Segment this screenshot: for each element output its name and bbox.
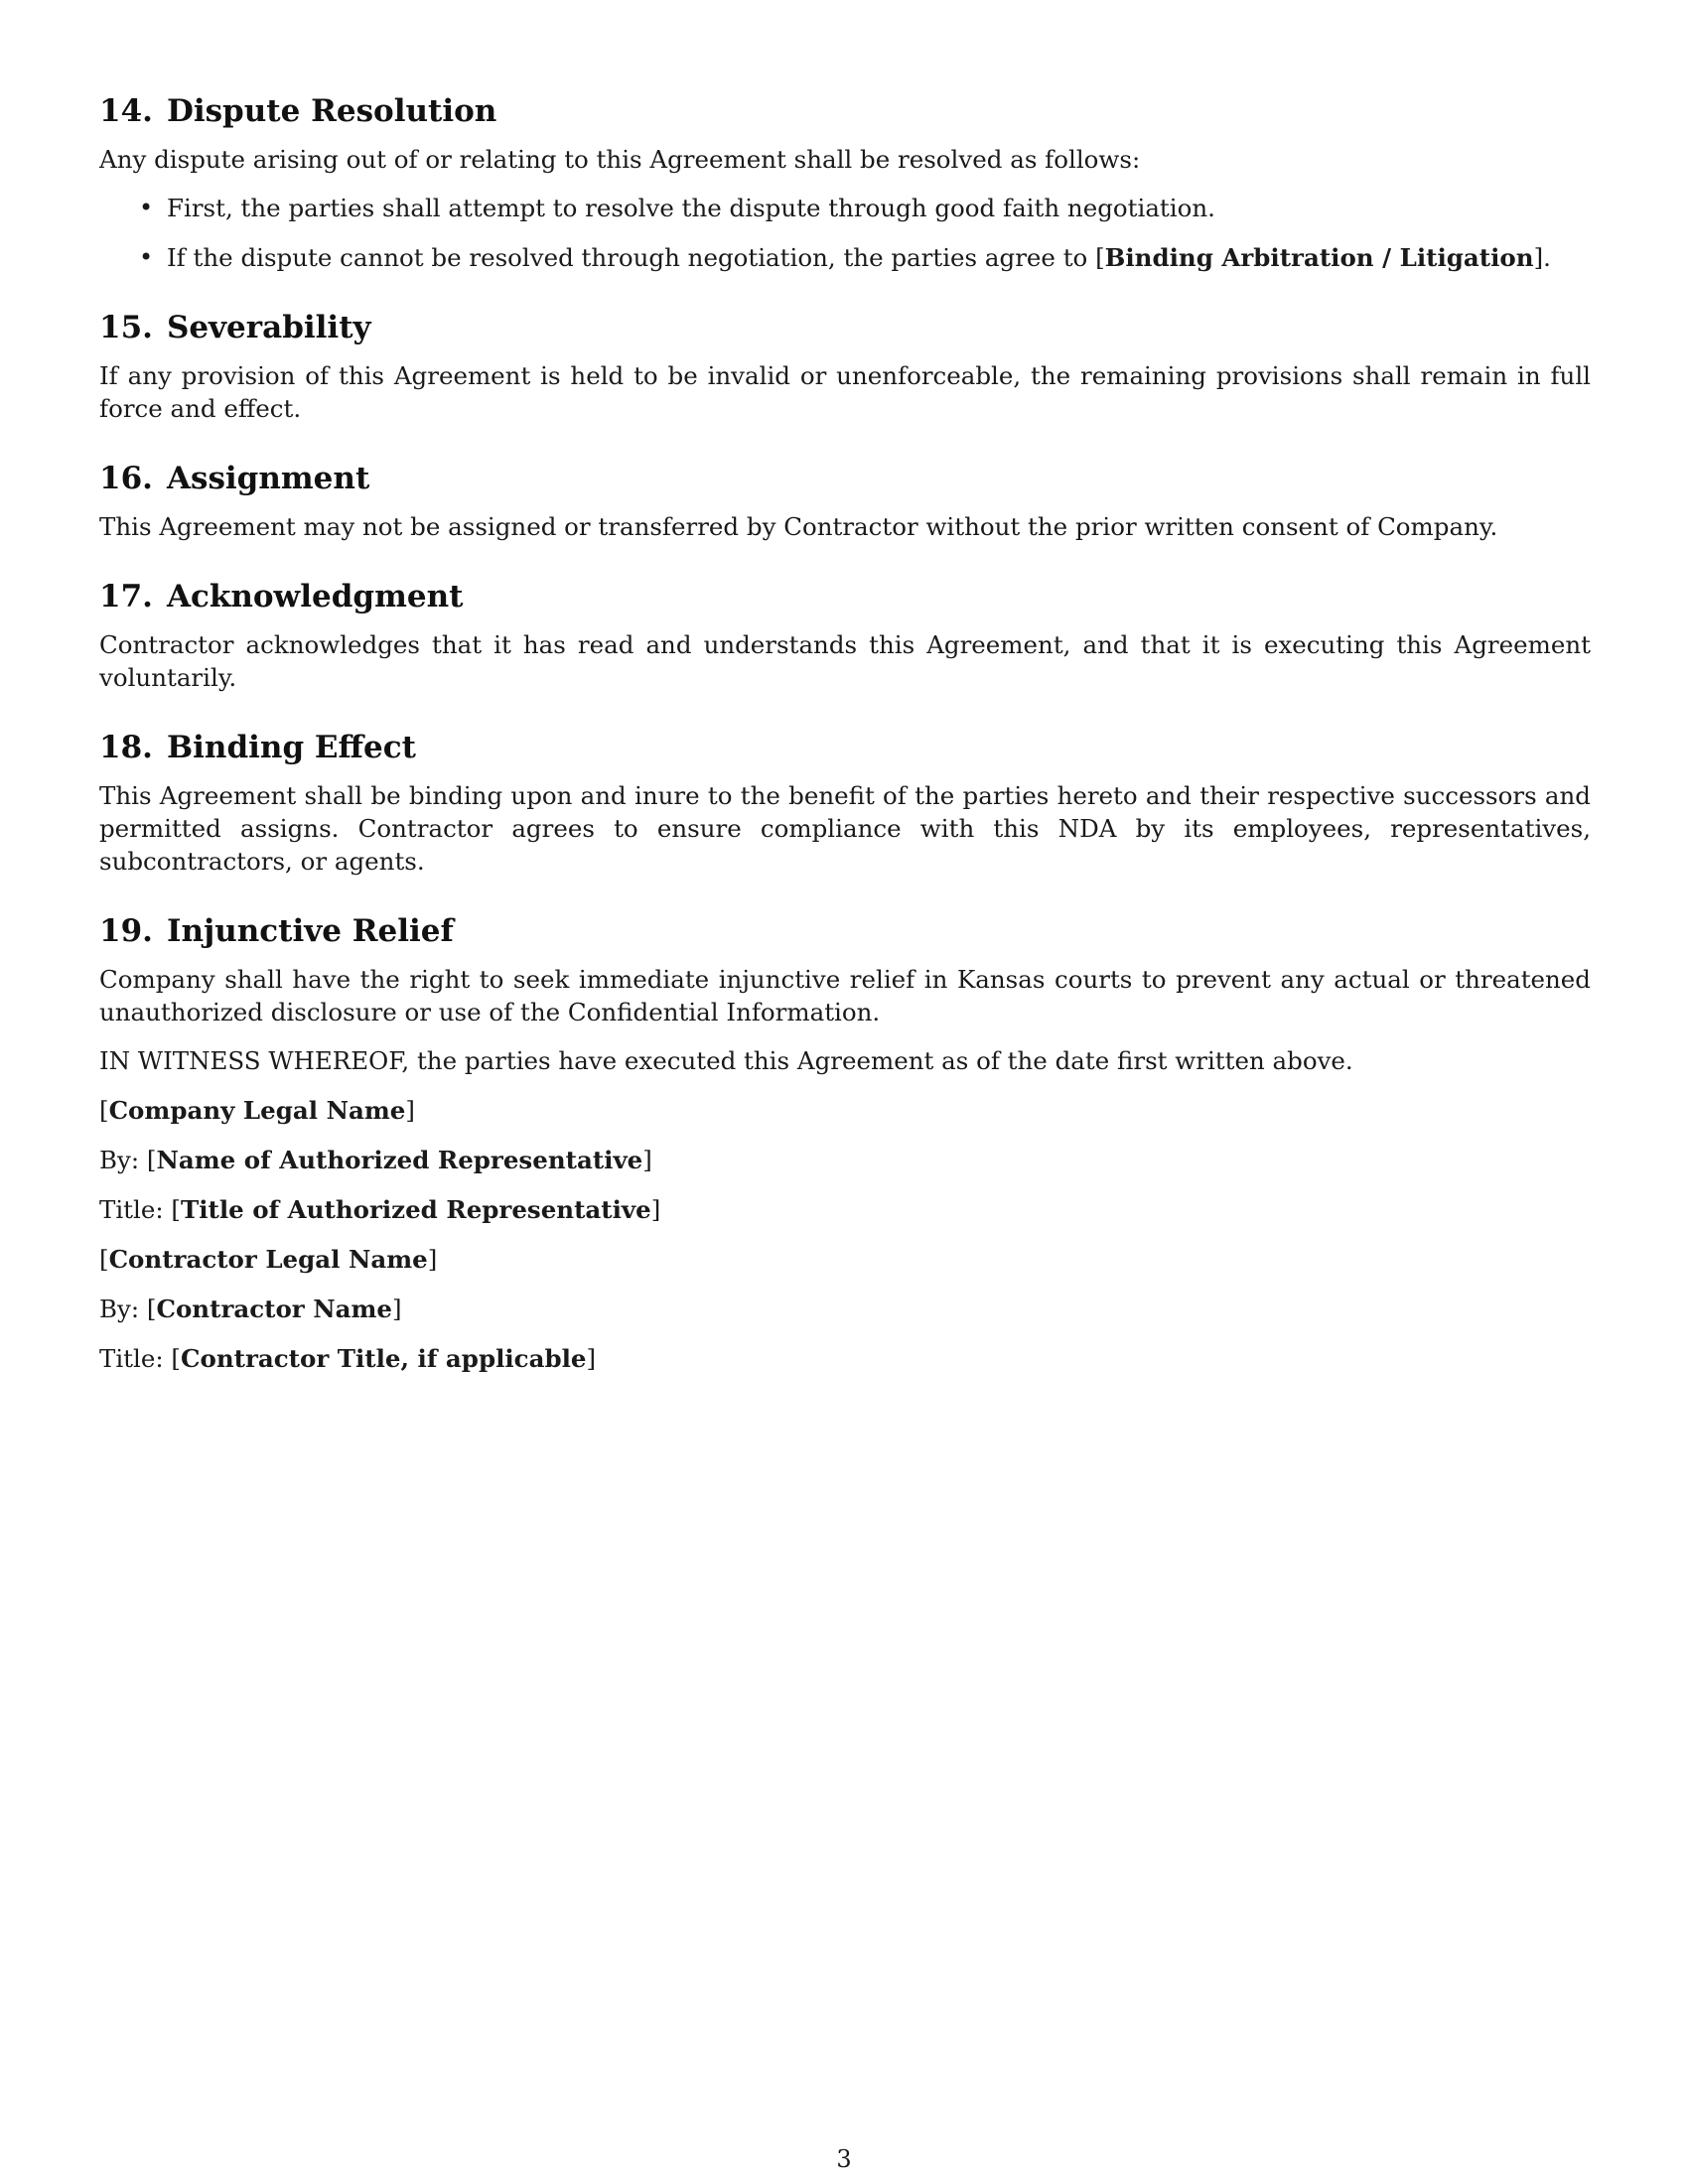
- section-body: Contractor acknowledges that it has read and understands this Agreement, and that it is executing this Agreement voluntarily.: [99, 630, 1591, 692]
- by-label: By:: [99, 1146, 140, 1174]
- list-item: • First, the parties shall attempt to resolve the dispute through good faith negotiation.: [99, 192, 1591, 224]
- section-dispute-resolution: [99, 91, 1591, 274]
- contractor-by-line: By: [Contractor Name]: [99, 1295, 402, 1323]
- section-heading: [99, 577, 1591, 616]
- section-title: Binding Effect: [166, 730, 416, 765]
- section-title: Dispute Resolution: [166, 93, 497, 129]
- company-by-line: By: [Name of Authorized Representative]: [99, 1146, 652, 1174]
- section-number: 16.: [99, 461, 153, 496]
- section-assignment: [99, 459, 1591, 543]
- section-body: This Agreement shall be binding upon and inure to the benefit of the parties hereto and their respective successors and permitted assigns. Contractor agrees to ensure compliance with this NDA by its employees, representatives, subcontractors, or agents.: [99, 781, 1591, 876]
- list-item: [99, 241, 1591, 274]
- section-heading: [99, 91, 1591, 131]
- title-label: Title:: [99, 1344, 164, 1373]
- page-number: 3: [836, 2145, 852, 2173]
- section-acknowledgment: [99, 577, 1591, 694]
- section-title: Injunctive Relief: [166, 913, 454, 949]
- section-title: Acknowledgment: [166, 579, 464, 614]
- section-number: 17.: [99, 579, 153, 614]
- section-number: 15.: [99, 310, 153, 345]
- section-title: Assignment: [166, 461, 370, 496]
- section-heading: [99, 459, 1591, 498]
- company-representative-title: Title of Authorized Representative: [180, 1195, 651, 1224]
- witness-clause: IN WITNESS WHEREOF, the parties have executed this Agreement as of the date first written above.: [99, 1046, 1353, 1075]
- section-number: 18.: [99, 730, 153, 765]
- section-heading: [99, 308, 1591, 347]
- section-binding-effect: [99, 728, 1591, 878]
- by-label: By:: [99, 1295, 140, 1323]
- section-number: 14.: [99, 93, 153, 129]
- company-title-line: Title: [Title of Authorized Representative]: [99, 1195, 661, 1224]
- contractor-legal-name: Contractor Legal Name: [108, 1245, 428, 1274]
- section-heading: [99, 728, 1591, 767]
- section-title: Severability: [166, 310, 371, 345]
- contractor-title: Contractor Title, if applicable: [180, 1344, 587, 1373]
- bullet-list: [99, 192, 1591, 274]
- company-legal-name: Company Legal Name: [108, 1096, 406, 1125]
- section-body: If any provision of this Agreement is held to be invalid or unenforceable, the remaining provisions shall remain in full force and effect.: [99, 361, 1591, 423]
- contractor-name: Contractor Name: [156, 1295, 393, 1323]
- company-representative-name: Name of Authorized Representative: [156, 1146, 643, 1174]
- contractor-title-line: Title: [Contractor Title, if applicable]: [99, 1344, 597, 1373]
- contractor-name-line: [Contractor Legal Name]: [99, 1245, 438, 1274]
- section-body: Company shall have the right to seek immediate injunctive relief in Kansas courts to prevent any actual or threatened unauthorized disclosure or use of the Confidential Information.: [99, 965, 1591, 1026]
- signature-block: [99, 1044, 1591, 1375]
- title-label: Title:: [99, 1195, 164, 1224]
- section-intro: Any dispute arising out of or relating to this Agreement shall be resolved as follows:: [99, 145, 1141, 174]
- section-injunctive-relief: [99, 911, 1591, 1028]
- placeholder-dispute-method: Binding Arbitration / Litigation: [1104, 243, 1534, 272]
- section-heading: [99, 911, 1591, 951]
- list-item-text: ].: [1533, 243, 1551, 272]
- company-name-line: [Company Legal Name]: [99, 1096, 415, 1125]
- section-severability: [99, 308, 1591, 425]
- section-body: This Agreement may not be assigned or transferred by Contractor without the prior written consent of Company.: [99, 512, 1498, 541]
- section-number: 19.: [99, 913, 153, 949]
- document-page: [99, 91, 1591, 1392]
- list-item-text: If the dispute cannot be resolved through negotiation, the parties agree to [: [167, 243, 1105, 272]
